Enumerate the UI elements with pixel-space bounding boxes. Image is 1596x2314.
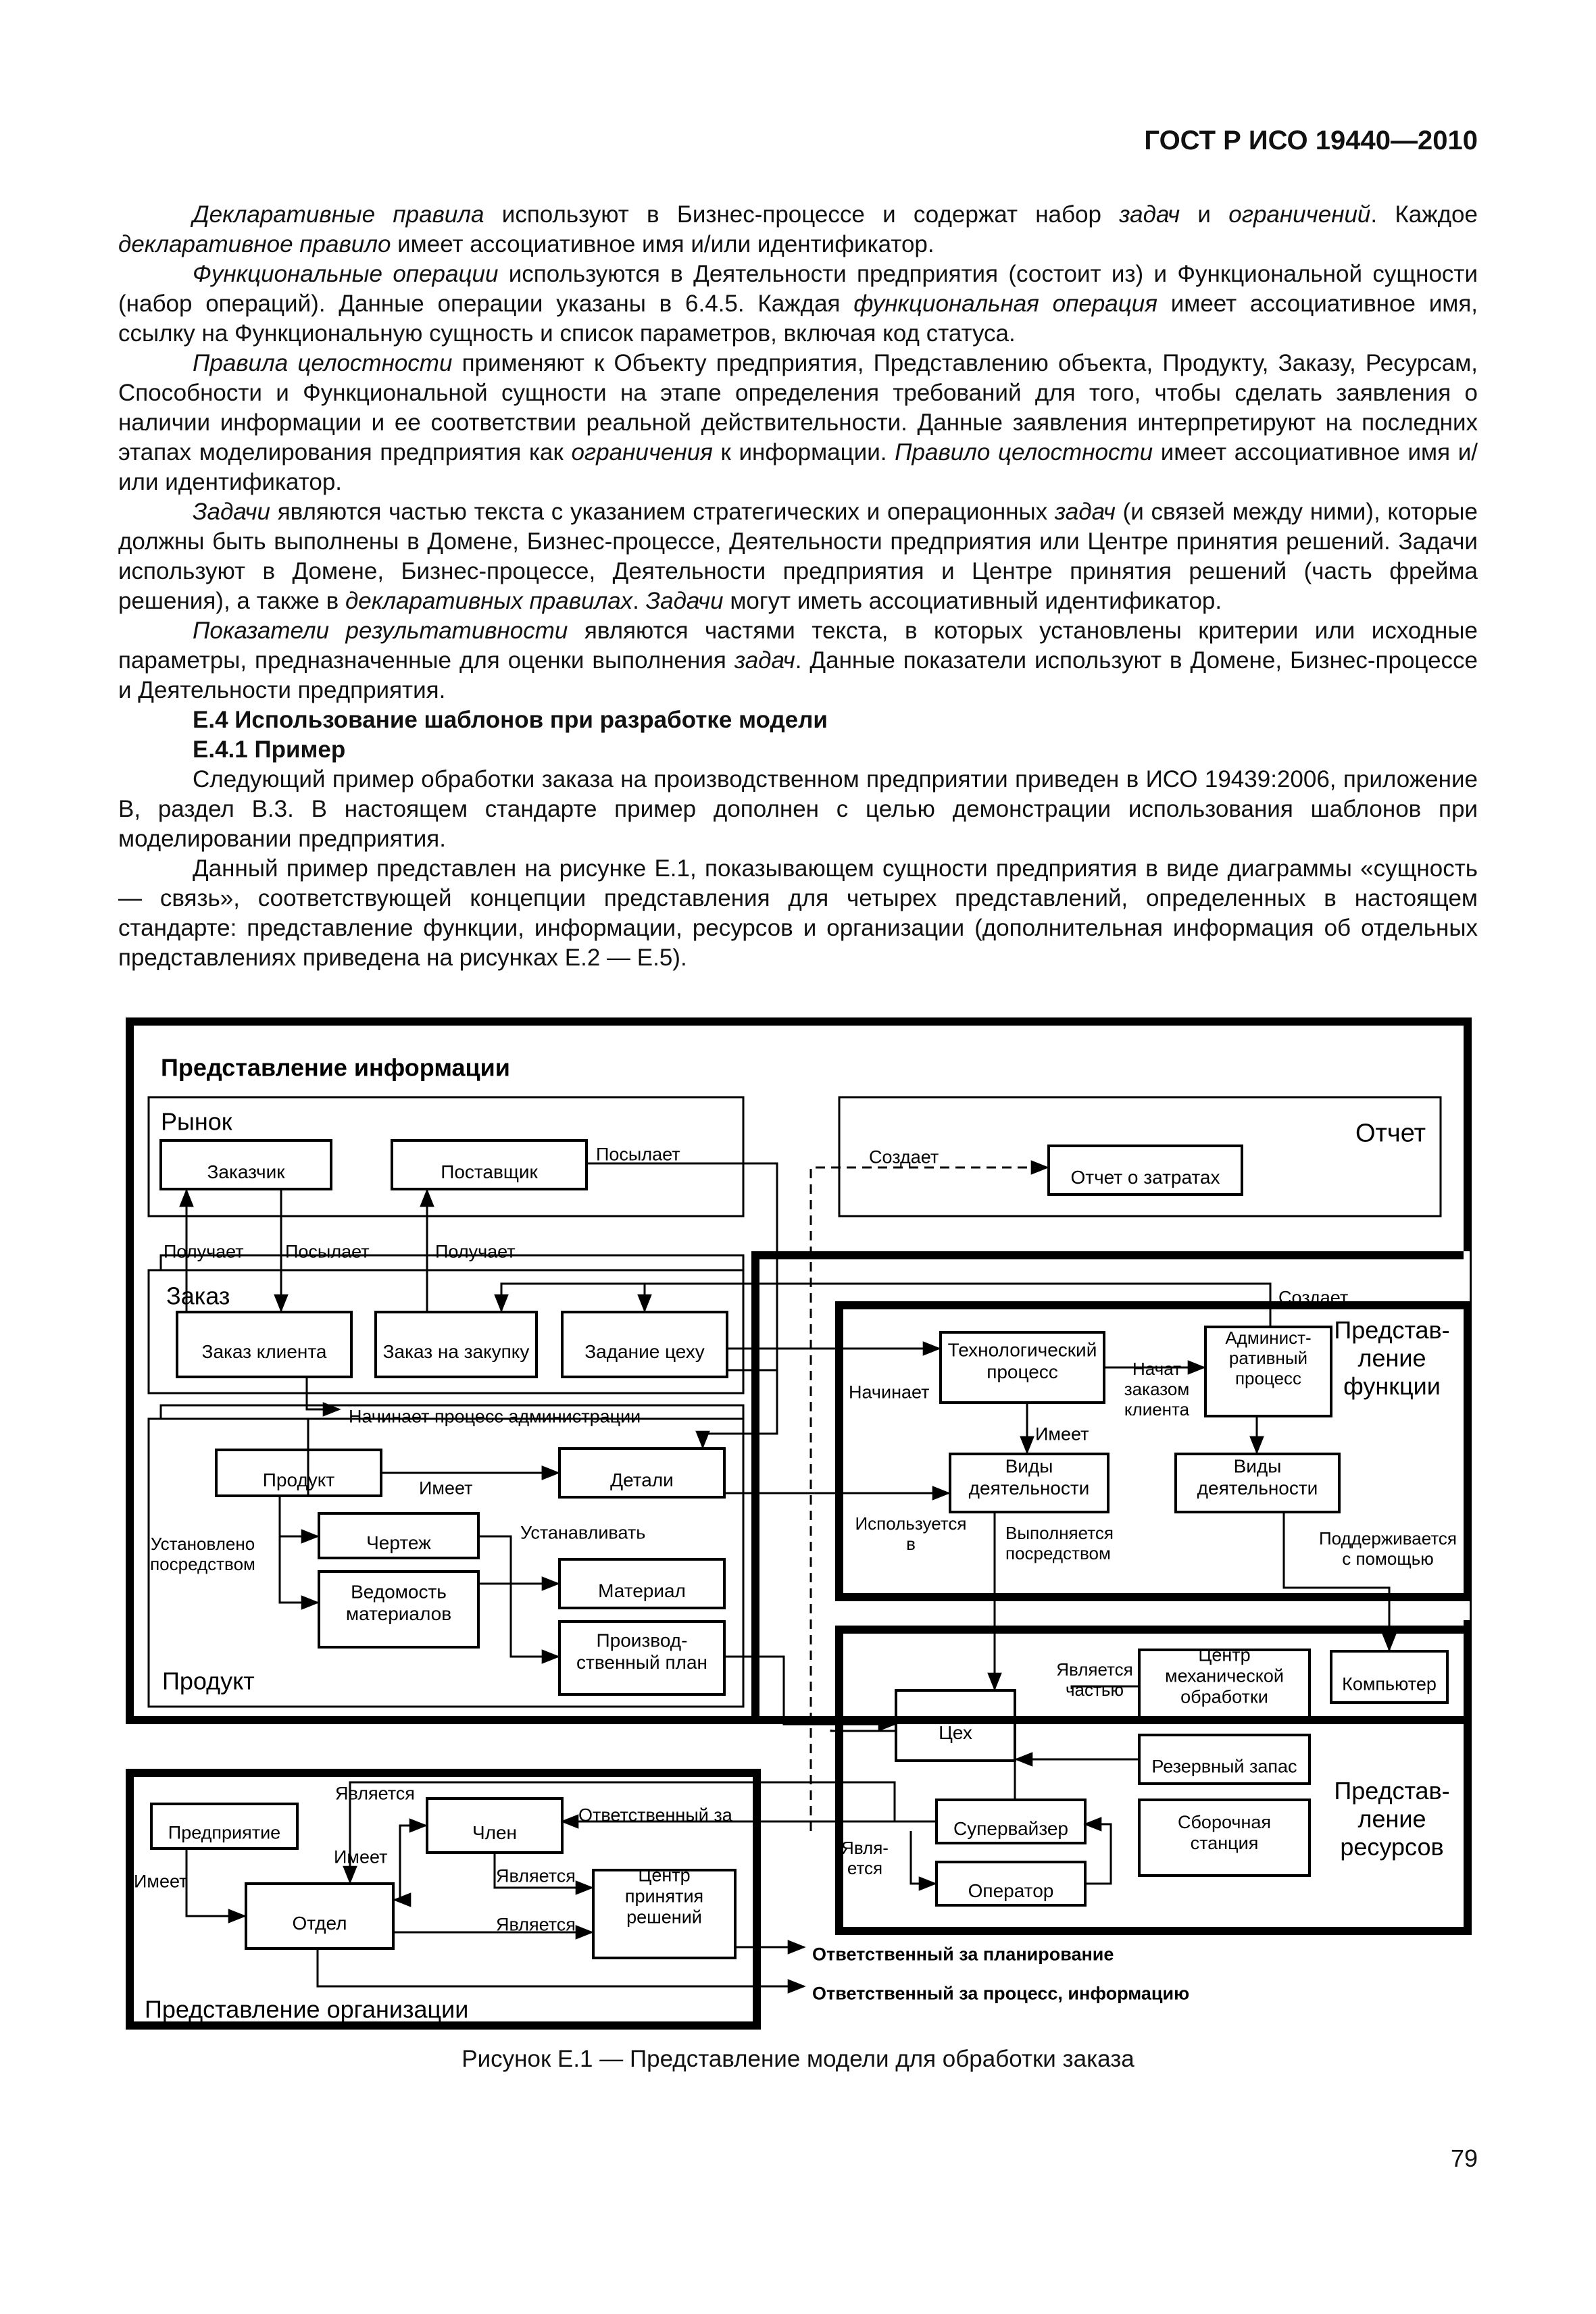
text-run: имеет ассоциативное имя и/или идентификатор. — [118, 439, 1478, 495]
resources-label: ресурсов — [1340, 1833, 1444, 1861]
customer-label: Заказчик — [207, 1161, 285, 1182]
rel-dept-member — [395, 1826, 426, 1900]
text-run: Задачи — [193, 499, 270, 525]
receives-2-label: Получает — [435, 1241, 516, 1262]
responsible-for-label: Ответственный за — [578, 1805, 732, 1826]
text-run: ограничения — [571, 439, 713, 466]
text-run: задач — [1119, 201, 1180, 228]
text-run: Функциональные операции — [193, 261, 499, 287]
material-label: Материал — [598, 1580, 686, 1601]
function-label: ление — [1357, 1344, 1426, 1372]
is-part-label: Является — [1056, 1659, 1133, 1680]
text-run: применяют к Объекту предприятия, Представлению объекта, Продукту, Заказу, Ресурсам, Способности и Функциональной сущности на этапе определения требований для того, чтобы сделать заявления о наличии информации и ее соответствии реальной действительности. Данные заявления интерпретируют на последних этапах моделирования предприятия как — [118, 350, 1478, 466]
rel-enterprise-has-dept — [186, 1848, 245, 1916]
figure-caption: Рисунок Е.1 — Представление модели для обработки заказа — [462, 2046, 1134, 2072]
text-run: используются в Деятельности предприятия (состоит из) и Функциональной сущности (набор операций). Данные операции указаны в 6.4.5. Каждая — [118, 261, 1478, 317]
paragraph — [118, 259, 1478, 349]
is-part-label: частью — [1066, 1680, 1124, 1701]
info-label: Представление информации — [161, 1053, 510, 1082]
text-run: задач — [1054, 499, 1116, 525]
activities-1-label: деятельности — [968, 1477, 1090, 1499]
function-label: функции — [1343, 1372, 1441, 1400]
order-frame — [149, 1270, 743, 1393]
resp-planning-label: Ответственный за планирование — [812, 1944, 1114, 1965]
organization-label: Представление организации — [145, 1995, 469, 2023]
paragraph — [118, 497, 1478, 616]
activities-2-label: деятельности — [1197, 1477, 1318, 1499]
has-2-label: Имеет — [419, 1478, 473, 1499]
admin-process-label: Админист- — [1225, 1328, 1312, 1349]
machining-center-label: механической — [1165, 1665, 1284, 1686]
machining-center-label: Центр — [1198, 1644, 1251, 1665]
admin-process-label: ративный — [1228, 1348, 1308, 1369]
paragraph — [118, 200, 1478, 259]
receives-1-label: Получает — [164, 1241, 244, 1262]
order-label: Заказ — [166, 1282, 230, 1310]
assembly-station-label: Сборочная — [1177, 1811, 1272, 1832]
enterprise-label: Предприятие — [168, 1822, 281, 1843]
supplier-label: Поставщик — [441, 1161, 538, 1182]
rel-supplier-sends — [587, 1163, 777, 1370]
has-4-label: Имеет — [334, 1846, 388, 1867]
established-by-label: посредством — [150, 1554, 255, 1575]
computer-label: Компьютер — [1342, 1674, 1437, 1694]
supported-by-label: Поддерживается — [1318, 1528, 1457, 1549]
text-run: Декларативные правила — [193, 201, 484, 228]
has-3-label: Имеет — [134, 1871, 188, 1892]
text-run: . Данные показатели используют в Домене, Бизнес-процессе и Деятельности предприятия. — [118, 647, 1478, 703]
sends-2-label: Посылает — [285, 1241, 370, 1262]
resources-label: ление — [1357, 1805, 1426, 1833]
text-run: Задачи — [645, 588, 724, 614]
set-up-label: Устанавливать — [520, 1522, 646, 1543]
customer-order-label: Заказ клиента — [201, 1340, 327, 1362]
has-1-label: Имеет — [1035, 1424, 1089, 1444]
details-label: Детали — [610, 1469, 674, 1490]
performed-by-label: Выполняется — [1005, 1523, 1114, 1544]
page-number: 79 — [1450, 2144, 1478, 2172]
rel-operator-up — [1085, 1824, 1111, 1884]
used-in-label: Используется — [855, 1513, 967, 1534]
activities-1-label: Виды — [1005, 1455, 1053, 1477]
decision-center-label: Центр — [638, 1865, 691, 1886]
assembly-station-label: станция — [1190, 1832, 1259, 1853]
drawing-label: Чертеж — [366, 1532, 431, 1553]
paragraph — [118, 765, 1478, 854]
purchase-order-label: Заказ на закупку — [382, 1340, 530, 1362]
body-text — [118, 200, 1478, 973]
department-label: Отдел — [292, 1912, 347, 1934]
started-by-order-label: заказом — [1124, 1379, 1190, 1400]
text-run: . Каждое — [1370, 201, 1478, 228]
rel-product-established-by — [280, 1496, 318, 1603]
creates-2-label: Создает — [1278, 1287, 1349, 1308]
activities-2-label: Виды — [1233, 1455, 1282, 1477]
member-label: Член — [472, 1821, 518, 1843]
text-run: являются частью текста с указанием стратегических и операционных — [270, 499, 1055, 525]
text-run: (и связей между ними), которые должны быть выполнены в Домене, Бизнес-процессе, Деятельности предприятия или Центре принятия решений. Задачи используют в Домене, Бизнес-процессе, Деятельности предприятия и Центре принятия решений (часть фрейма решения), а также в — [118, 499, 1478, 614]
admin-process-label: процесс — [1235, 1368, 1302, 1388]
text-run: декларативных правилах — [345, 588, 633, 614]
decision-center-label: решений — [626, 1907, 702, 1928]
is-2-label: Является — [496, 1865, 576, 1886]
text-run: . — [632, 588, 646, 614]
rel-plan-to-shop — [724, 1657, 895, 1724]
paragraph — [118, 854, 1478, 973]
standard-header: ГОСТ Р ИСО 19440—2010 — [1144, 126, 1478, 155]
established-by-label: Установлено — [150, 1534, 255, 1555]
is-pair-label: Явля- — [841, 1838, 889, 1859]
rel-set-up-trunk — [478, 1536, 558, 1657]
text-run: являются частями текста, в которых установлены критерии или исходные параметры, предназначенные для оценки выполнения — [118, 618, 1478, 674]
text-run: имеет ассоциативное имя и/или идентификатор. — [391, 231, 934, 257]
text-run: Е.4 Использование шаблонов при разработке модели — [193, 707, 828, 733]
product-label: Продукт — [262, 1469, 335, 1490]
paragraph — [118, 349, 1478, 497]
is-3-label: Является — [496, 1914, 576, 1935]
function-label: Представ- — [1334, 1316, 1450, 1344]
sends-1-label: Посылает — [596, 1144, 680, 1165]
rel-resp-process — [318, 1948, 804, 1986]
tech-process-label: процесс — [987, 1361, 1058, 1382]
used-in-label: в — [906, 1534, 916, 1555]
shop-task-label: Задание цеху — [584, 1340, 705, 1362]
production-plan-label: Производ- — [596, 1630, 688, 1651]
text-run: и — [1180, 201, 1229, 228]
creates-1-label: Создает — [869, 1147, 939, 1167]
text-run: имеет ассоциативное имя, ссылку на Функциональную сущность и список параметров, включая код статуса. — [118, 291, 1478, 347]
starts-label: Начинает — [849, 1382, 930, 1403]
section-heading — [118, 705, 1478, 735]
product-label: Продукт — [162, 1667, 255, 1695]
order-processing-diagram — [122, 1013, 1474, 2040]
is-1-label: Является — [335, 1783, 415, 1804]
shop-label: Цех — [939, 1721, 972, 1743]
text-run: Правила целостности — [193, 350, 453, 376]
text-run: Правило целостности — [895, 439, 1153, 466]
cost-report-label: Отчет о затратах — [1070, 1166, 1220, 1188]
bom-label: материалов — [345, 1603, 452, 1624]
operator-label: Оператор — [968, 1880, 1054, 1901]
performed-by-label: посредством — [1005, 1543, 1111, 1564]
resources-label: Представ- — [1334, 1777, 1450, 1805]
supported-by-label: с помощью — [1342, 1549, 1434, 1569]
decision-center-label: принятия — [624, 1886, 704, 1907]
supervisor-label: Супервайзер — [953, 1817, 1068, 1839]
started-by-order-label: Начат — [1132, 1359, 1182, 1380]
text-run: Следующий пример обработки заказа на производственном предприятии приведен в ИСО 19439:2006, приложение В, раздел В.3. В настоящем стандарте пример дополнен с целью демонстрации использования шаблонов при моделировании предприятия. — [118, 766, 1478, 852]
text-run: Показатели результативности — [193, 618, 568, 644]
is-pair-label: ется — [847, 1858, 883, 1879]
starts-admin-label: Начинает процесс администрации — [349, 1406, 641, 1427]
report-label: Отчет — [1355, 1119, 1426, 1148]
text-run: ограничений — [1228, 201, 1371, 228]
text-run: задач — [734, 647, 795, 674]
resp-process-label: Ответственный за процесс, информацию — [812, 1983, 1190, 2004]
paragraph — [118, 616, 1478, 705]
started-by-order-label: клиента — [1124, 1399, 1190, 1419]
text-run: могут иметь ассоциативный идентификатор. — [723, 588, 1222, 614]
reserve-stock-label: Резервный запас — [1151, 1756, 1297, 1777]
market-label: Рынок — [161, 1107, 232, 1136]
text-run: декларативное правило — [118, 231, 391, 257]
rel-supervisor-operator — [911, 1831, 935, 1884]
tech-process-label: Технологический — [947, 1339, 1097, 1361]
text-run: функциональная операция — [853, 291, 1157, 317]
bom-label: Ведомость — [351, 1581, 447, 1603]
section-heading — [118, 735, 1478, 765]
text-run: Данный пример представлен на рисунке Е.1, показывающем сущности предприятия в виде диаграммы «сущность — связь», соответствующей концепции представления для четырех представлений, определенных в настоящем стандарте: представление функции, информации, ресурсов и организации (дополнительная информация об отдельных представлениях приведена на рисунках Е.2 — Е.5). — [118, 855, 1478, 971]
text-run: используют в Бизнес-процессе и содержат набор — [484, 201, 1120, 228]
text-run: к информации. — [712, 439, 895, 466]
text-run: Е.4.1 Пример — [193, 736, 346, 763]
machining-center-label: обработки — [1180, 1686, 1268, 1707]
production-plan-label: ственный план — [576, 1651, 707, 1673]
